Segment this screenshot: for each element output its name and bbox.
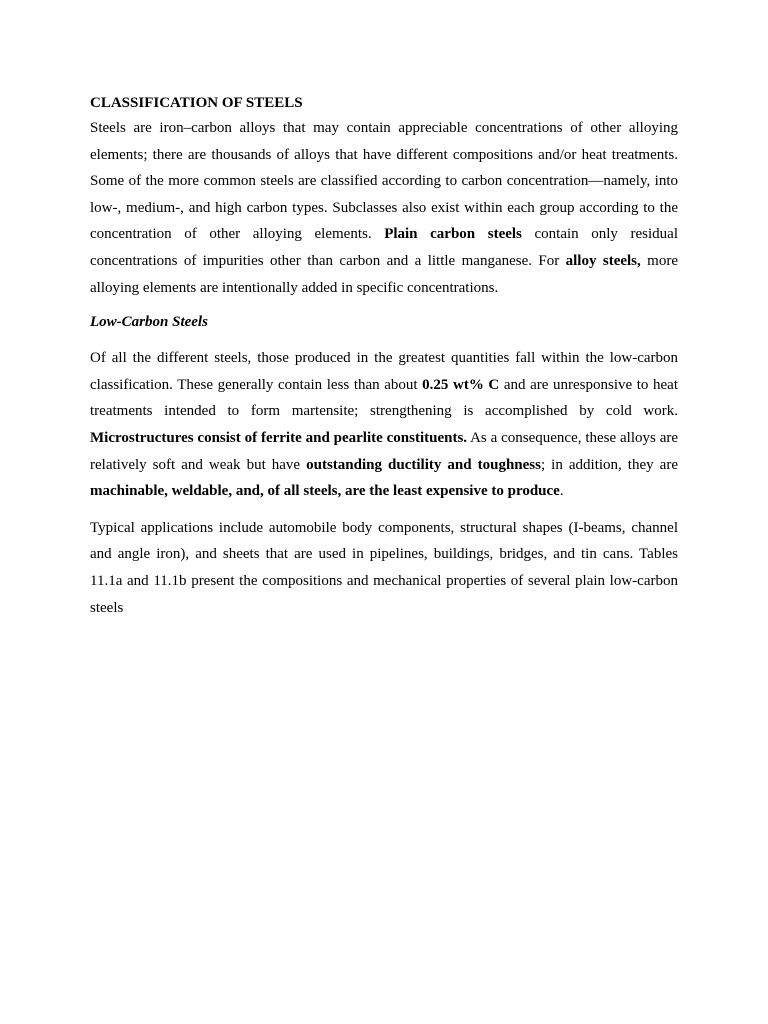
applications-paragraph: Typical applications include automobile body components, structural shapes (I-beams, channel and angle iron), and sheets that are used in pipelines, buildings, bridges, and tin cans. Tables 11.1a and 11.1b present the compositions and mechanical properties of several plain low-carbon steels	[90, 519, 678, 616]
plain-carbon-steels-term: Plain carbon steels	[384, 226, 522, 243]
low-carbon-text-5: .	[559, 483, 564, 500]
document-page	[90, 93, 678, 621]
intro-text-2: contain only residual concentrations of impurities other than carbon and a little manganese. For	[90, 226, 678, 269]
low-carbon-text-1: Of all the different steels, those produced in the greatest quantities fall within the low-carbon classification. These generally contain less than about	[90, 350, 678, 393]
low-carbon-text-4: ; in addition, they are	[540, 456, 678, 473]
low-carbon-subheading: Low-Carbon Steels	[90, 314, 208, 331]
ductility-toughness-term: outstanding ductility and toughness	[306, 456, 541, 473]
intro-paragraph	[90, 115, 678, 301]
microstructure-statement: Microstructures consist of ferrite and pearlite constituents.	[90, 429, 468, 446]
low-carbon-text-3: As a consequence, these alloys are relatively soft and weak but have	[90, 429, 679, 473]
intro-text-1: Steels are iron–carbon alloys that may contain appreciable concentrations of other alloying elements; there are thousands of alloys that have different compositions and/or heat treatments. Some of the more common steels are classified according to carbon concentration—namely, into low-, medium-, and high carbon types. Subclasses also exist within each group according to the concentration of other alloying elements.	[90, 120, 678, 243]
intro-text-3: more alloying elements are intentionally added in specific concentrations.	[90, 252, 678, 296]
carbon-content-value: 0.25 wt% C	[422, 376, 500, 393]
section-heading: CLASSIFICATION OF STEELS	[90, 95, 303, 111]
low-carbon-text-2: and are unresponsive to heat treatments intended to form martensite; strengthening is accomplished by cold work.	[90, 376, 678, 420]
machinable-weldable-statement: machinable, weldable, and, of all steels, are the least expensive to produce	[90, 483, 560, 500]
low-carbon-paragraph	[90, 345, 678, 505]
alloy-steels-term: alloy steels,	[565, 252, 641, 269]
